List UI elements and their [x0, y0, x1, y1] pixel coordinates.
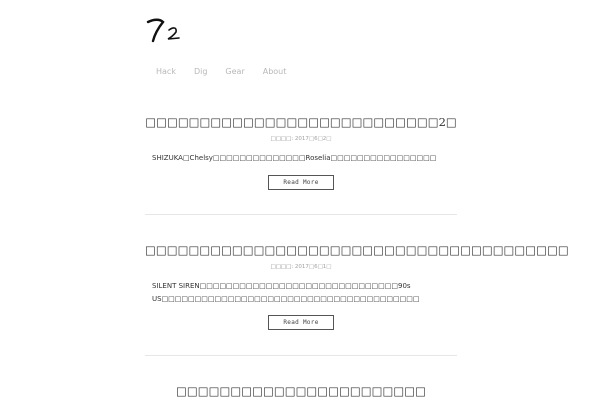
main-nav [156, 67, 304, 76]
post-title[interactable]: □□□□□□□□□□□□□□□□□□□□□□□ [176, 384, 426, 398]
post-excerpt: SILENT SIREN□□□□□□□□□□□□□□□□□□□□□□□□□□□□□□90s US□□□□□□□□□□□□□□□□□□□□□□□□□□□□□□□□□□□□□□□ [152, 282, 420, 303]
read-more-button[interactable]: Read More [268, 315, 334, 330]
post-meta-label: □□□□: [270, 264, 294, 270]
post-date: 2017□6□1□ [294, 264, 332, 270]
nav-dig[interactable]: Dig [193, 67, 208, 76]
nav-hack[interactable]: Hack [156, 67, 176, 76]
post-title[interactable]: □□□□□□□□□□□□□□□□□□□□□□□□□□□□□□□□□□□□□□□ [145, 243, 569, 257]
site-logo[interactable] [145, 14, 185, 46]
post-2 [145, 243, 569, 330]
post-divider [145, 355, 457, 356]
post-3 [145, 384, 457, 398]
nav-gear[interactable]: Gear [225, 67, 245, 76]
post-title[interactable]: □□□□□□□□□□□□□□□□□□□□□□□□□□□2□ [145, 115, 457, 129]
nav-about[interactable]: About [262, 67, 287, 76]
post-divider [145, 214, 457, 215]
post-excerpt: SHIZUKA□Chelsy□□□□□□□□□□□□□□Roselia□□□□□□□□□□□□□□□□ [152, 154, 437, 162]
post-meta [145, 264, 457, 270]
post-meta-label: □□□□: [270, 136, 294, 142]
post-1 [145, 115, 457, 190]
post-date: 2017□6□2□ [294, 136, 332, 142]
read-more-button[interactable]: Read More [268, 175, 334, 190]
post-meta [145, 136, 457, 142]
